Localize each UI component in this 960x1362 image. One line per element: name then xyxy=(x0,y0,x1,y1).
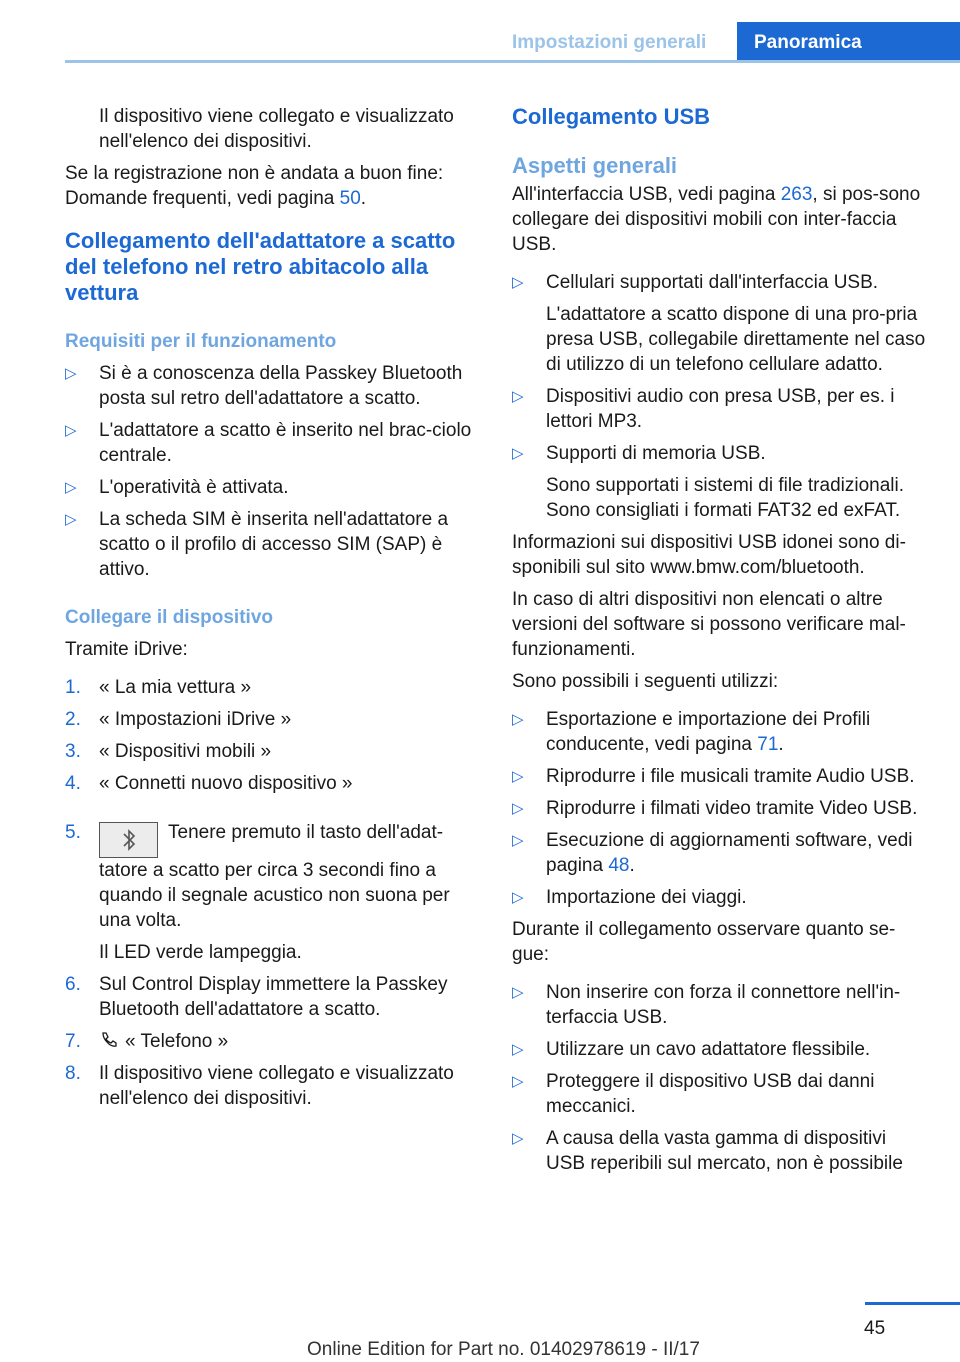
page-number: 45 xyxy=(864,1318,886,1339)
bullet-icon: ▷ xyxy=(65,365,77,382)
list-item: ▷ Importazione dei viaggi. xyxy=(512,887,747,908)
page-link[interactable]: 263 xyxy=(780,184,813,205)
list-sub-text: L'adattatore a scatto dispone di una pro‐pria presa USB, collegabile direttamente nel caso di utilizzo di un telefono cellulare adatto. xyxy=(546,304,926,375)
step-item: 3. « Dispositivi mobili » xyxy=(65,741,272,762)
bullet-icon: ▷ xyxy=(512,832,524,849)
list-item: ▷ Utilizzare un cavo adattatore flessibile. xyxy=(512,1039,871,1060)
list-item: ▷ L'adattatore a scatto è inserito nel brac‐ciolo centrale. xyxy=(65,420,472,466)
registration-note: Se la registrazione non è andata a buon fine: Domande frequenti, vedi pagina 50. xyxy=(65,163,444,209)
uses-intro: Sono possibili i seguenti utilizzi: xyxy=(512,671,779,692)
list-item: ▷ Non inserire con forza il connettore nell'in‐terfaccia USB. xyxy=(512,982,901,1028)
requirements-heading: Requisiti per il funzionamento xyxy=(65,331,337,352)
bullet-icon: ▷ xyxy=(512,388,524,405)
bullet-icon: ▷ xyxy=(512,1041,524,1058)
step-item: 2. « Impostazioni iDrive » xyxy=(65,709,292,730)
info-text: In caso di altri dispositivi non elencati o altre versioni del software si possono verificare mal‐funzionamenti. xyxy=(512,589,906,660)
via-idrive: Tramite iDrive: xyxy=(65,639,188,660)
bluetooth-button-icon xyxy=(99,822,158,858)
bullet-icon: ▷ xyxy=(512,1130,524,1147)
info-text: Informazioni sui dispositivi USB idonei sono di‐sponibili sul sito www.bmw.com/bluetooth. xyxy=(512,532,906,578)
bullet-icon: ▷ xyxy=(65,479,77,496)
page-link[interactable]: 50 xyxy=(339,188,361,209)
list-item: ▷ Esecuzione di aggiornamenti software, vedi pagina 48. xyxy=(512,830,913,876)
bullet-icon: ▷ xyxy=(512,800,524,817)
list-item: ▷ Cellulari supportati dall'interfaccia USB. xyxy=(512,272,879,293)
bullet-icon: ▷ xyxy=(512,711,524,728)
usb-heading: Collegamento USB xyxy=(512,104,711,129)
phone-icon xyxy=(99,1030,119,1050)
bullet-icon: ▷ xyxy=(65,511,77,528)
bullet-icon: ▷ xyxy=(512,445,524,462)
step-item: 1. « La mia vettura » xyxy=(65,677,252,698)
step-item: 7. « Telefono » xyxy=(65,1031,229,1052)
left-column xyxy=(65,104,477,1111)
list-item: ▷ Proteggere il dispositivo USB dai danni meccanici. xyxy=(512,1071,875,1117)
step-item: 4. « Connetti nuovo dispositivo » xyxy=(65,773,353,794)
list-item: ▷ Dispositivi audio con presa USB, per es. i lettori MP3. xyxy=(512,386,895,432)
header-rule xyxy=(65,60,960,63)
list-item: ▷ Supporti di memoria USB. xyxy=(512,443,766,464)
list-item: ▷ L'operatività è attivata. xyxy=(65,477,289,498)
bullet-icon: ▷ xyxy=(512,984,524,1001)
during-text: Durante il collegamento osservare quanto se‐gue: xyxy=(512,919,896,965)
step-item: 6. Sul Control Display immettere la Passkey Bluetooth dell'adattatore a scatto. xyxy=(65,974,448,1020)
connect-heading: Collegare il dispositivo xyxy=(65,607,273,628)
section-title: Impostazioni generali xyxy=(512,32,707,53)
step-item: 8. Il dispositivo viene collegato e visualizzato nell'elenco dei dispositivi. xyxy=(65,1063,454,1109)
list-item: ▷ A causa della vasta gamma di dispositivi USB reperibili sul mercato, non è possibile xyxy=(512,1128,903,1174)
bullet-icon: ▷ xyxy=(512,274,524,291)
list-item: ▷ Riprodurre i filmati video tramite Video USB. xyxy=(512,798,918,819)
bullet-icon: ▷ xyxy=(512,889,524,906)
footer-rule xyxy=(865,1302,960,1305)
page-link[interactable]: 71 xyxy=(757,734,779,755)
section-heading: Collegamento dell'adattatore a scatto del telefono nel retro abitacolo alla vettura xyxy=(65,228,456,305)
general-subheading: Aspetti generali xyxy=(512,153,678,178)
list-item: ▷ Si è a conoscenza della Passkey Bluetooth posta sul retro dell'adattatore a scatto. xyxy=(65,363,463,409)
continued-text: Il dispositivo viene collegato e visualizzato nell'elenco dei dispositivi. xyxy=(99,106,454,152)
bullet-icon: ▷ xyxy=(512,768,524,785)
list-sub-text: Sono supportati i sistemi di file tradizionali. Sono consigliati i formati FAT32 ed exFAT. xyxy=(546,475,905,521)
list-item: ▷ Riprodurre i file musicali tramite Audio USB. xyxy=(512,766,915,787)
step-item: 5. Tenere premuto il tasto dell'adat‐tatore a scatto per circa 3 secondi fino a quando il segnale acustico non suona per una volta. xyxy=(65,822,450,931)
step-sub-text: Il LED verde lampeggia. xyxy=(99,942,302,963)
footer-edition: Online Edition for Part no. 01402978619 - II/17 xyxy=(307,1339,700,1360)
right-column xyxy=(512,104,927,1176)
bullet-icon: ▷ xyxy=(65,422,77,439)
page-link[interactable]: 48 xyxy=(608,855,630,876)
usb-intro: All'interfaccia USB, vedi pagina 263, si pos‐sono collegare dei dispositivi mobili con inter‐faccia USB. xyxy=(512,184,921,255)
tab-panoramica[interactable]: Panoramica xyxy=(737,22,960,63)
bullet-icon: ▷ xyxy=(512,1073,524,1090)
list-item: ▷ Esportazione e importazione dei Profili conducente, vedi pagina 71. xyxy=(512,709,871,755)
list-item: ▷ La scheda SIM è inserita nell'adattatore a scatto o il profilo di accesso SIM (SAP) è attivo. xyxy=(65,509,449,580)
